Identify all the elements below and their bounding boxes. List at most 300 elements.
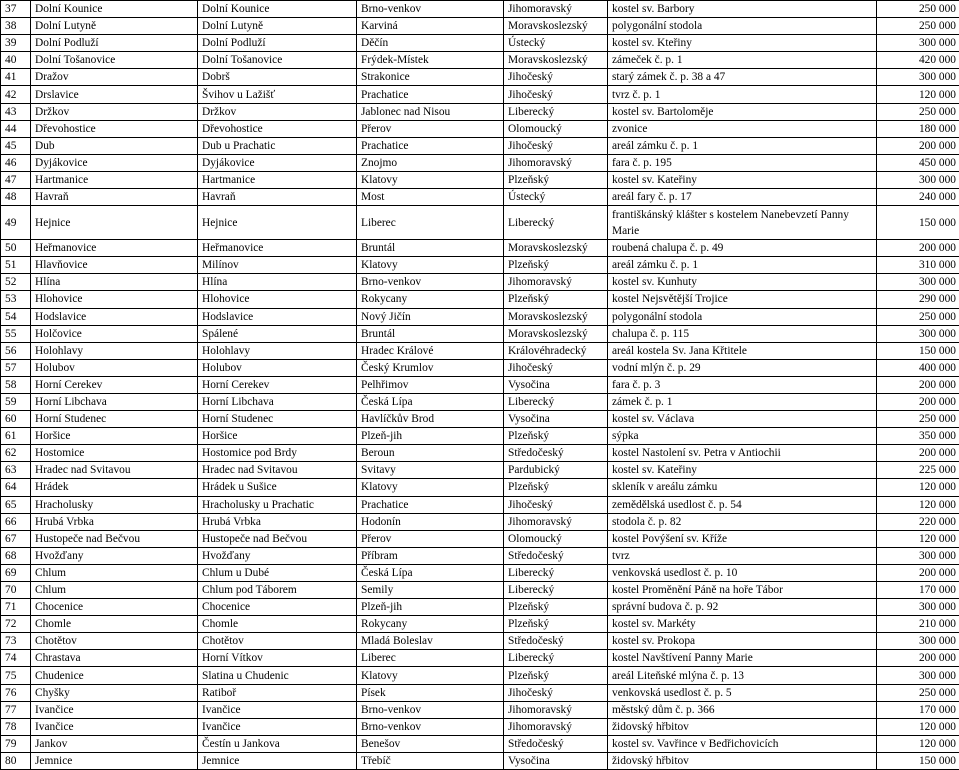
monument-cell: skleník v areálu zámku	[608, 479, 877, 496]
municipality-cell: Holčovice	[31, 325, 198, 342]
monument-cell: venkovská usedlost č. p. 5	[608, 684, 877, 701]
table-row	[1, 530, 959, 547]
table-row	[1, 18, 959, 35]
locality-cell: Chlum pod Táborem	[198, 582, 357, 599]
municipality-cell: Hradec nad Svitavou	[31, 462, 198, 479]
monument-cell: kostel sv. Václava	[608, 411, 877, 428]
locality-cell: Hejnice	[198, 206, 357, 240]
district-cell: Liberec	[357, 206, 504, 240]
monument-cell: zámek č. p. 1	[608, 393, 877, 410]
district-cell: Klatovy	[357, 479, 504, 496]
locality-cell: Dolní Lutyně	[198, 18, 357, 35]
row-number-cell: 64	[1, 479, 31, 496]
row-number-cell: 42	[1, 86, 31, 103]
monument-cell: kostel Proměnění Páně na hoře Tábor	[608, 582, 877, 599]
locality-cell: Ivančice	[198, 718, 357, 735]
row-number-cell: 70	[1, 582, 31, 599]
row-number-cell: 49	[1, 206, 31, 240]
amount-cell: 300 000	[877, 633, 959, 650]
district-cell: Plzeň-jih	[357, 599, 504, 616]
amount-cell: 300 000	[877, 171, 959, 188]
locality-cell: Hustopeče nad Bečvou	[198, 530, 357, 547]
district-cell: Třebíč	[357, 752, 504, 769]
table-row	[1, 513, 959, 530]
row-number-cell: 51	[1, 257, 31, 274]
table-body	[1, 1, 959, 770]
row-number-cell: 77	[1, 701, 31, 718]
row-number-cell: 45	[1, 137, 31, 154]
district-cell: Bruntál	[357, 240, 504, 257]
locality-cell: Čestín u Jankova	[198, 735, 357, 752]
district-cell: Hradec Králové	[357, 342, 504, 359]
amount-cell: 350 000	[877, 428, 959, 445]
locality-cell: Havraň	[198, 189, 357, 206]
row-number-cell: 76	[1, 684, 31, 701]
locality-cell: Horní Cerekev	[198, 376, 357, 393]
municipality-cell: Dolní Kounice	[31, 1, 198, 18]
amount-cell: 225 000	[877, 462, 959, 479]
municipality-cell: Jemnice	[31, 752, 198, 769]
table-row	[1, 479, 959, 496]
district-cell: Plzeň-jih	[357, 428, 504, 445]
monument-cell: kostel Nejsvětější Trojice	[608, 291, 877, 308]
municipality-cell: Holubov	[31, 359, 198, 376]
municipality-cell: Chomle	[31, 616, 198, 633]
locality-cell: Holohlavy	[198, 342, 357, 359]
locality-cell: Horní Vítkov	[198, 650, 357, 667]
monument-cell: areál zámku č. p. 1	[608, 137, 877, 154]
region-cell: Liberecký	[504, 206, 608, 240]
region-cell: Plzeňský	[504, 291, 608, 308]
locality-cell: Horní Libchava	[198, 393, 357, 410]
district-cell: Havlíčkův Brod	[357, 411, 504, 428]
table-row	[1, 599, 959, 616]
municipality-cell: Horní Studenec	[31, 411, 198, 428]
district-cell: Děčín	[357, 35, 504, 52]
row-number-cell: 75	[1, 667, 31, 684]
region-cell: Plzeňský	[504, 599, 608, 616]
municipality-cell: Ivančice	[31, 718, 198, 735]
amount-cell: 120 000	[877, 530, 959, 547]
monument-cell: areál kostela Sv. Jana Křtitele	[608, 342, 877, 359]
row-number-cell: 44	[1, 120, 31, 137]
municipality-cell: Dražov	[31, 69, 198, 86]
locality-cell: Jemnice	[198, 752, 357, 769]
row-number-cell: 71	[1, 599, 31, 616]
municipality-cell: Dyjákovice	[31, 154, 198, 171]
municipality-cell: Hlína	[31, 274, 198, 291]
locality-cell: Hostomice pod Brdy	[198, 445, 357, 462]
municipality-cell: Horní Cerekev	[31, 376, 198, 393]
municipality-cell: Chudenice	[31, 667, 198, 684]
locality-cell: Ratiboř	[198, 684, 357, 701]
locality-cell: Holubov	[198, 359, 357, 376]
table-row	[1, 564, 959, 581]
amount-cell: 150 000	[877, 342, 959, 359]
table-row	[1, 325, 959, 342]
amount-cell: 450 000	[877, 154, 959, 171]
amount-cell: 310 000	[877, 257, 959, 274]
monument-cell: zvonice	[608, 120, 877, 137]
monument-cell: vodní mlýn č. p. 29	[608, 359, 877, 376]
district-cell: Přerov	[357, 120, 504, 137]
monument-cell: zemědělská usedlost č. p. 54	[608, 496, 877, 513]
table-row	[1, 462, 959, 479]
district-cell: Brno-venkov	[357, 718, 504, 735]
municipality-cell: Držkov	[31, 103, 198, 120]
locality-cell: Hracholusky u Prachatic	[198, 496, 357, 513]
amount-cell: 200 000	[877, 137, 959, 154]
amount-cell: 420 000	[877, 52, 959, 69]
region-cell: Moravskoslezský	[504, 325, 608, 342]
row-number-cell: 74	[1, 650, 31, 667]
region-cell: Vysočina	[504, 752, 608, 769]
locality-cell: Dyjákovice	[198, 154, 357, 171]
monument-cell: františkánský klášter s kostelem Nanebevzetí Panny Marie	[608, 206, 877, 240]
amount-cell: 300 000	[877, 599, 959, 616]
locality-cell: Horšice	[198, 428, 357, 445]
region-cell: Středočeský	[504, 547, 608, 564]
region-cell: Jihomoravský	[504, 701, 608, 718]
region-cell: Olomoucký	[504, 120, 608, 137]
region-cell: Jihomoravský	[504, 154, 608, 171]
row-number-cell: 47	[1, 171, 31, 188]
table-row	[1, 376, 959, 393]
municipality-cell: Hlavňovice	[31, 257, 198, 274]
municipality-cell: Dolní Podluží	[31, 35, 198, 52]
table-row	[1, 103, 959, 120]
region-cell: Plzeňský	[504, 616, 608, 633]
table-row	[1, 718, 959, 735]
table-row	[1, 547, 959, 564]
district-cell: Hodonín	[357, 513, 504, 530]
monument-cell: sýpka	[608, 428, 877, 445]
region-cell: Moravskoslezský	[504, 240, 608, 257]
locality-cell: Horní Studenec	[198, 411, 357, 428]
table-row	[1, 616, 959, 633]
region-cell: Olomoucký	[504, 530, 608, 547]
monument-cell: kostel sv. Kateřiny	[608, 462, 877, 479]
municipality-cell: Hejnice	[31, 206, 198, 240]
district-cell: Česká Lípa	[357, 393, 504, 410]
amount-cell: 250 000	[877, 103, 959, 120]
amount-cell: 200 000	[877, 564, 959, 581]
row-number-cell: 58	[1, 376, 31, 393]
table-row	[1, 120, 959, 137]
monument-cell: židovský hřbitov	[608, 718, 877, 735]
row-number-cell: 63	[1, 462, 31, 479]
municipality-cell: Horšice	[31, 428, 198, 445]
district-cell: Klatovy	[357, 257, 504, 274]
locality-cell: Dolní Podluží	[198, 35, 357, 52]
amount-cell: 200 000	[877, 650, 959, 667]
region-cell: Liberecký	[504, 103, 608, 120]
locality-cell: Chomle	[198, 616, 357, 633]
monument-cell: chalupa č. p. 115	[608, 325, 877, 342]
locality-cell: Heřmanovice	[198, 240, 357, 257]
region-cell: Jihočeský	[504, 69, 608, 86]
locality-cell: Dobrš	[198, 69, 357, 86]
table-row	[1, 137, 959, 154]
table-row	[1, 308, 959, 325]
district-cell: Semily	[357, 582, 504, 599]
region-cell: Liberecký	[504, 564, 608, 581]
table-row	[1, 257, 959, 274]
district-cell: Jablonec nad Nisou	[357, 103, 504, 120]
district-cell: Svitavy	[357, 462, 504, 479]
amount-cell: 300 000	[877, 325, 959, 342]
monument-cell: kostel sv. Vavřince v Bedřichovicích	[608, 735, 877, 752]
municipality-cell: Havraň	[31, 189, 198, 206]
table-row	[1, 359, 959, 376]
row-number-cell: 40	[1, 52, 31, 69]
region-cell: Plzeňský	[504, 479, 608, 496]
monument-cell: venkovská usedlost č. p. 10	[608, 564, 877, 581]
row-number-cell: 48	[1, 189, 31, 206]
region-cell: Plzeňský	[504, 667, 608, 684]
locality-cell: Ivančice	[198, 701, 357, 718]
monument-cell: kostel sv. Markéty	[608, 616, 877, 633]
municipality-cell: Hustopeče nad Bečvou	[31, 530, 198, 547]
region-cell: Středočeský	[504, 633, 608, 650]
district-cell: Nový Jičín	[357, 308, 504, 325]
table-row	[1, 52, 959, 69]
amount-cell: 250 000	[877, 411, 959, 428]
row-number-cell: 67	[1, 530, 31, 547]
row-number-cell: 37	[1, 1, 31, 18]
table-row	[1, 171, 959, 188]
amount-cell: 300 000	[877, 547, 959, 564]
monument-cell: roubená chalupa č. p. 49	[608, 240, 877, 257]
amount-cell: 220 000	[877, 513, 959, 530]
monument-cell: fara č. p. 3	[608, 376, 877, 393]
locality-cell: Chlum u Dubé	[198, 564, 357, 581]
region-cell: Jihomoravský	[504, 1, 608, 18]
table-row	[1, 274, 959, 291]
region-cell: Moravskoslezský	[504, 18, 608, 35]
region-cell: Vysočina	[504, 376, 608, 393]
monument-cell: polygonální stodola	[608, 18, 877, 35]
municipality-cell: Dolní Tošanovice	[31, 52, 198, 69]
municipality-cell: Chlum	[31, 582, 198, 599]
district-cell: Rokycany	[357, 616, 504, 633]
row-number-cell: 55	[1, 325, 31, 342]
table-row	[1, 633, 959, 650]
amount-cell: 300 000	[877, 274, 959, 291]
municipality-cell: Chrastava	[31, 650, 198, 667]
municipality-cell: Chyšky	[31, 684, 198, 701]
table-row	[1, 650, 959, 667]
locality-cell: Hlohovice	[198, 291, 357, 308]
municipality-cell: Chocenice	[31, 599, 198, 616]
district-cell: Brno-venkov	[357, 701, 504, 718]
municipality-cell: Horní Libchava	[31, 393, 198, 410]
district-cell: Karviná	[357, 18, 504, 35]
amount-cell: 200 000	[877, 445, 959, 462]
amount-cell: 250 000	[877, 18, 959, 35]
table-row	[1, 701, 959, 718]
region-cell: Liberecký	[504, 582, 608, 599]
row-number-cell: 61	[1, 428, 31, 445]
district-cell: Rokycany	[357, 291, 504, 308]
amount-cell: 250 000	[877, 308, 959, 325]
region-cell: Jihočeský	[504, 86, 608, 103]
monument-cell: kostel sv. Barbory	[608, 1, 877, 18]
region-cell: Liberecký	[504, 650, 608, 667]
monument-cell: areál Liteňské mlýna č. p. 13	[608, 667, 877, 684]
row-number-cell: 59	[1, 393, 31, 410]
row-number-cell: 69	[1, 564, 31, 581]
amount-cell: 290 000	[877, 291, 959, 308]
district-cell: Česká Lípa	[357, 564, 504, 581]
amount-cell: 180 000	[877, 120, 959, 137]
district-cell: Liberec	[357, 650, 504, 667]
district-cell: Prachatice	[357, 86, 504, 103]
table-row	[1, 291, 959, 308]
district-cell: Klatovy	[357, 171, 504, 188]
table-row	[1, 667, 959, 684]
amount-cell: 150 000	[877, 206, 959, 240]
district-cell: Klatovy	[357, 667, 504, 684]
region-cell: Liberecký	[504, 393, 608, 410]
table-row	[1, 411, 959, 428]
region-cell: Jihočeský	[504, 496, 608, 513]
region-cell: Moravskoslezský	[504, 308, 608, 325]
table-row	[1, 206, 959, 240]
municipality-cell: Jankov	[31, 735, 198, 752]
table-row	[1, 35, 959, 52]
table-row	[1, 393, 959, 410]
district-cell: Most	[357, 189, 504, 206]
row-number-cell: 66	[1, 513, 31, 530]
table-row	[1, 428, 959, 445]
amount-cell: 120 000	[877, 496, 959, 513]
row-number-cell: 52	[1, 274, 31, 291]
table-row	[1, 752, 959, 769]
amount-cell: 250 000	[877, 684, 959, 701]
table-row	[1, 240, 959, 257]
monument-cell: starý zámek č. p. 38 a 47	[608, 69, 877, 86]
region-cell: Vysočina	[504, 411, 608, 428]
locality-cell: Hradec nad Svitavou	[198, 462, 357, 479]
locality-cell: Dub u Prachatic	[198, 137, 357, 154]
region-cell: Ústecký	[504, 35, 608, 52]
municipality-cell: Chotětov	[31, 633, 198, 650]
row-number-cell: 65	[1, 496, 31, 513]
row-number-cell: 39	[1, 35, 31, 52]
district-cell: Strakonice	[357, 69, 504, 86]
monument-cell: tvrz	[608, 547, 877, 564]
district-cell: Brno-venkov	[357, 274, 504, 291]
amount-cell: 200 000	[877, 376, 959, 393]
locality-cell: Hartmanice	[198, 171, 357, 188]
monument-cell: správní budova č. p. 92	[608, 599, 877, 616]
amount-cell: 250 000	[877, 1, 959, 18]
municipality-cell: Dub	[31, 137, 198, 154]
row-number-cell: 60	[1, 411, 31, 428]
row-number-cell: 57	[1, 359, 31, 376]
locality-cell: Držkov	[198, 103, 357, 120]
amount-cell: 170 000	[877, 582, 959, 599]
amount-cell: 170 000	[877, 701, 959, 718]
amount-cell: 240 000	[877, 189, 959, 206]
table-row	[1, 496, 959, 513]
region-cell: Jihomoravský	[504, 513, 608, 530]
municipality-cell: Hodslavice	[31, 308, 198, 325]
amount-cell: 200 000	[877, 393, 959, 410]
row-number-cell: 72	[1, 616, 31, 633]
table-row	[1, 445, 959, 462]
municipality-cell: Hrubá Vrbka	[31, 513, 198, 530]
locality-cell: Slatina u Chudenic	[198, 667, 357, 684]
row-number-cell: 54	[1, 308, 31, 325]
amount-cell: 300 000	[877, 667, 959, 684]
district-cell: Znojmo	[357, 154, 504, 171]
district-cell: Prachatice	[357, 496, 504, 513]
locality-cell: Dřevohostice	[198, 120, 357, 137]
monument-cell: kostel Povýšení sv. Kříže	[608, 530, 877, 547]
amount-cell: 210 000	[877, 616, 959, 633]
row-number-cell: 68	[1, 547, 31, 564]
table-row	[1, 86, 959, 103]
monument-cell: kostel sv. Kteřiny	[608, 35, 877, 52]
monument-cell: areál zámku č. p. 1	[608, 257, 877, 274]
locality-cell: Dolní Tošanovice	[198, 52, 357, 69]
monument-cell: židovský hřbitov	[608, 752, 877, 769]
row-number-cell: 73	[1, 633, 31, 650]
region-cell: Jihočeský	[504, 137, 608, 154]
region-cell: Plzeňský	[504, 171, 608, 188]
table-row	[1, 582, 959, 599]
row-number-cell: 53	[1, 291, 31, 308]
row-number-cell: 78	[1, 718, 31, 735]
district-cell: Pelhřimov	[357, 376, 504, 393]
district-cell: Mladá Boleslav	[357, 633, 504, 650]
locality-cell: Hlína	[198, 274, 357, 291]
row-number-cell: 38	[1, 18, 31, 35]
region-cell: Pardubický	[504, 462, 608, 479]
amount-cell: 300 000	[877, 69, 959, 86]
locality-cell: Milínov	[198, 257, 357, 274]
region-cell: Plzeňský	[504, 257, 608, 274]
district-cell: Český Krumlov	[357, 359, 504, 376]
locality-cell: Chotětov	[198, 633, 357, 650]
municipality-cell: Dolní Lutyně	[31, 18, 198, 35]
locality-cell: Dolní Kounice	[198, 1, 357, 18]
monument-cell: tvrz č. p. 1	[608, 86, 877, 103]
municipality-cell: Dřevohostice	[31, 120, 198, 137]
region-cell: Jihočeský	[504, 359, 608, 376]
region-cell: Jihočeský	[504, 684, 608, 701]
municipality-cell: Hostomice	[31, 445, 198, 462]
municipality-cell: Chlum	[31, 564, 198, 581]
region-cell: Královéhradecký	[504, 342, 608, 359]
region-cell: Ústecký	[504, 189, 608, 206]
monument-cell: kostel sv. Bartoloměje	[608, 103, 877, 120]
locality-cell: Hrádek u Sušice	[198, 479, 357, 496]
table-row	[1, 684, 959, 701]
region-cell: Jihomoravský	[504, 274, 608, 291]
monument-cell: kostel sv. Kateřiny	[608, 171, 877, 188]
monument-cell: polygonální stodola	[608, 308, 877, 325]
monument-cell: městský dům č. p. 366	[608, 701, 877, 718]
district-cell: Prachatice	[357, 137, 504, 154]
locality-cell: Spálené	[198, 325, 357, 342]
district-cell: Příbram	[357, 547, 504, 564]
monument-cell: kostel Navštívení Panny Marie	[608, 650, 877, 667]
locality-cell: Chocenice	[198, 599, 357, 616]
district-cell: Benešov	[357, 735, 504, 752]
